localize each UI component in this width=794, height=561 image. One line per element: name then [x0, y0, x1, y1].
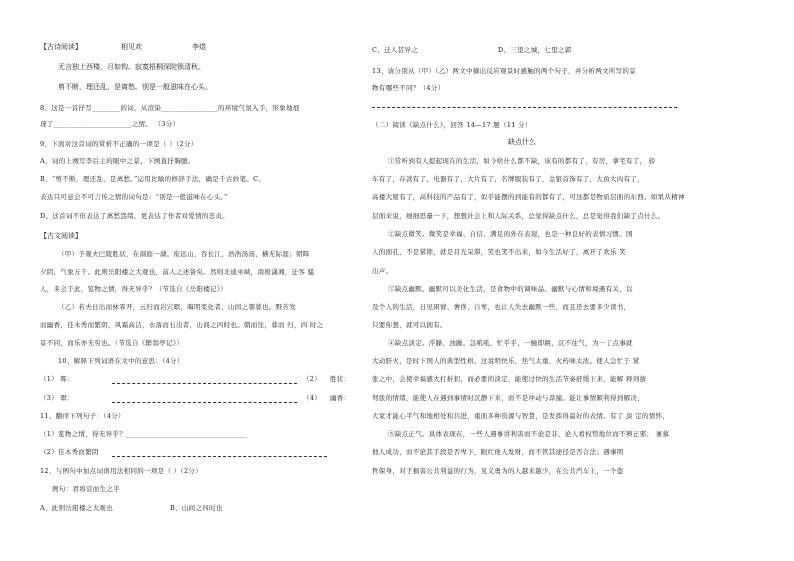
- q10-answer-line-3[interactable]: [112, 402, 297, 403]
- essay-line-15: 大家才能心平气和地相处和共进，重面多种资源与智慧，是发挥得最好的表情。有了 淡 定的情怀，: [372, 412, 670, 420]
- q9-question: 9、下面对这首词的赏析不正确的一项是（ ）（2分）: [40, 140, 198, 148]
- poem-author: 李煜: [192, 43, 206, 51]
- q12-option-b: B、山间之四时也: [170, 504, 223, 512]
- q12-option-d: D、三里之城，七里之郭: [498, 46, 572, 54]
- prose-b-line-2: 而幽香，佳木秀而繁阴，风霜高洁，水落而石出者，山间之四时也。朝而往，暮而 归，四 时之: [40, 321, 324, 329]
- q9-option-a: A、词的上阕写李后主的眼中之景，下阕直抒胸臆。: [40, 157, 195, 165]
- q11-item-2: （2）佳木秀而繁阴: [40, 448, 99, 456]
- q8-line-1: 8、这是一首抒写________的词，从渲染________________的环境气氛入手，形象地展: [40, 104, 300, 112]
- q9-option-b: B、“剪不断，理还乱，是离愁。”运用比喻的修辞手法，确是千古妙笔。C、: [40, 175, 266, 183]
- essay-line-14: 弩张的情绪，能使人在遇到事情时沉静下来，而不是冲动与莽撞。能让事情顺利得到解决，: [372, 394, 644, 402]
- essay-line-4: 层面来说，细细思量一下，想想社会上和人际关系，总觉得缺点什么，总是觉得我们缺了点什么。: [372, 212, 665, 220]
- q13-line-1: 13、请分别从（甲）（乙）两文中摘出反应观景时感触的两个句子，并分析两文所写的景: [372, 67, 637, 75]
- essay-line-6: 人的面孔，不是紧锁，就是目光呆滞，笑也笑不出来，如今生活好了，离开了欢乐 笑: [372, 248, 626, 256]
- q13-line-2: 物有哪些不同？（4分）: [372, 84, 445, 92]
- prose-b-line-1: （乙）若夫日出而林霏开，云归而岩穴暝，晦明变化者，山间之朝暮也。野芳发: [58, 303, 296, 311]
- essay-line-16: ⑤缺点正气。具体表现在，一些人遇事讲利害而不论是非，论人看权势地位而不辨正邪； 兼慕: [388, 430, 670, 438]
- essay-line-10: 只要你想，就可以拥有。: [372, 321, 447, 329]
- essay-line-7: 出声。: [372, 267, 393, 275]
- essay-line-12: 大动肝火，是时下国人的典型性格。这说明快乐，焦气太重，火药味太浓。使人急忙于 紧: [372, 357, 640, 365]
- prose-a-line-3: 人，多会于此，览物之情，得无异乎？（节选自《岳阳楼记》）: [40, 285, 228, 293]
- poem-title: 相见欢: [121, 43, 142, 51]
- q10-item-2: （2）: [303, 375, 322, 383]
- essay-line-1: ①常听到有人提起现在的生活，如今啥什么都不缺，该有的都有了，有房，拿宅有了， 轿: [388, 157, 656, 165]
- q9-option-c: 表达只可意会不可言传之情的词句是：“别是一般滋味在心头。”: [40, 193, 228, 201]
- q10-item-4-word: 幽香：: [330, 394, 351, 402]
- essay-line-9: 及个人的生活，日见困窘、奢侈，自卑，也让人失去幽默一些，而且还去要多少读书，: [372, 303, 631, 311]
- q10-item-1: （1） 晖：: [40, 375, 75, 383]
- essay-line-11: ④缺点淡定。浮躁、浊躁、急吼吼，忙乎乎，一触即跳，沉不住气，为一丁点事就: [388, 339, 633, 347]
- q12-option-a: A、此则岳阳楼之大观也: [40, 504, 113, 512]
- q10-item-2-word: 胜状：: [330, 375, 351, 383]
- q8-line-2: 现了______________________之情。 （3分）: [40, 120, 180, 128]
- q9-option-d: D、这首词不但表达了离愁怨绪，更表达了作者对爱情的忠贞。: [40, 212, 230, 220]
- poem-line-2: 剪不断，理还乱，是离愁。别是一般滋味在心头。: [58, 83, 212, 91]
- q13-answer-line[interactable]: [372, 107, 677, 108]
- q10-question: 10、解释下列词语在文中的意思：（4分）: [58, 357, 184, 365]
- essay-line-3: 高楼大厦有了，高科技的产品有了，似乎能摆的到能有的都有了，可这都是物质层面的东西。如果从精神: [372, 193, 685, 201]
- prose-section-header: 【古文阅读】: [40, 232, 82, 240]
- essay-line-8: ③缺点幽默。幽默可以美化生活，是食物中的调味品。幽默与心情和境遇有关，以: [388, 285, 633, 293]
- q10-item-4: （4）: [303, 394, 322, 402]
- q11-answer-line-2[interactable]: [112, 456, 327, 457]
- q12-example: 例句：君将哀而生之乎: [52, 485, 120, 493]
- q11-item-1: （1）览物之情，得无异乎？__________________________________: [40, 430, 247, 438]
- section-2-header: （二）阅读《缺点什么》，回答 14—17 题（11 分）: [372, 121, 532, 129]
- q10-item-3: （3） 暝：: [40, 394, 75, 402]
- q12-option-c: C、迁人甚异之: [372, 46, 419, 54]
- prose-a-line-1: （甲）予观夫巴陵胜状，在洞庭一湖。衔远山，吞长江，浩浩汤汤，横无际涯；朝晖: [58, 250, 310, 258]
- prose-a-line-2: 夕阴，气象万千。此则岳阳楼之大观也，前人之述备矣。然则北通巫峡，南极潇湘，迁客 骚: [40, 268, 315, 276]
- essay-line-5: ②缺点微笑。微笑是幸福、自信、满足的外在表现，也是一种良好的表情习惯。国: [388, 230, 633, 238]
- q11-question: 11、翻译下列句子：（4分）: [40, 412, 125, 420]
- poem-line-1: 无言独上西楼，月如钩。寂寞梧桐深院锁清秋。: [58, 63, 205, 71]
- poem-section-header: 【古诗阅读】: [40, 43, 82, 51]
- essay-line-13: 张之中，会使幸福感大打折扣，而必要的淡定，能使过快的生活节奏舒缓下来，能解 释剑拔: [372, 375, 647, 383]
- essay-line-18: 哲保身，对于损害公共利益的行为，见义勇为的人越来越少，在公共汽车上，一个盗: [372, 467, 624, 475]
- q12-question: 12、与例句中加点词语用法相同的一项是（ ）（2分）: [40, 467, 203, 475]
- q10-answer-line-1[interactable]: [112, 383, 297, 384]
- essay-title: 缺点什么: [508, 138, 536, 146]
- prose-b-line-3: 景不同，而乐亦无穷也。（节选自《醉翁亭记》）: [40, 339, 184, 347]
- essay-line-17: 他人成功，而不论其手段是否卑下，眼红他人发财，而不管其途径是否合法；遇事明: [372, 448, 624, 456]
- essay-line-2: 车有了，存款有了，电器有了，大片有了，名牌服装有了，金银首饰有了，大鱼大肉有了，: [372, 175, 644, 183]
